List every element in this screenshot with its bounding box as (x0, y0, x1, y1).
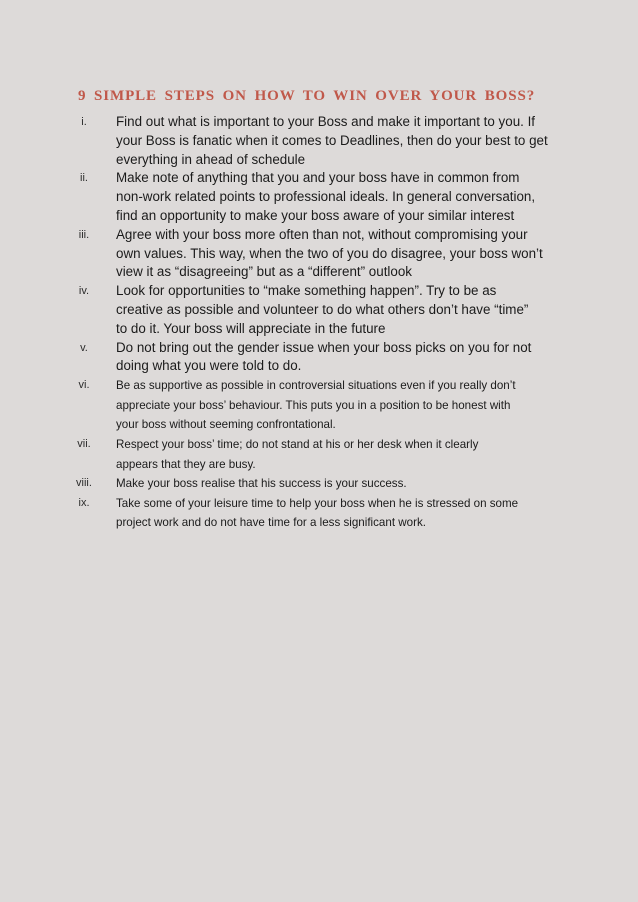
item-line: find an opportunity to make your boss aware of your similar interest (116, 207, 515, 223)
item-number: iii. (78, 228, 90, 241)
item-text (116, 226, 570, 282)
item-text (116, 282, 570, 338)
item-line: Be as supportive as possible in controversial situations even if you really don’t (116, 379, 516, 393)
item-line: project work and do not have time for a less significant work. (116, 516, 426, 530)
item-line: everything in ahead of schedule (116, 151, 306, 167)
item-line: own values. This way, when the two of you do disagree, your boss won’t (116, 245, 543, 261)
item-text (116, 113, 570, 169)
item-number: i. (81, 116, 87, 128)
item-number: v. (80, 341, 88, 354)
item-number: vi. (78, 379, 90, 392)
item-text (116, 435, 570, 474)
list-item (70, 226, 570, 282)
item-line: appreciate your boss’ behaviour. This puts you in a position to be honest with (116, 398, 511, 412)
item-number: ii. (80, 172, 88, 185)
list-item (70, 169, 570, 225)
steps-list (70, 113, 570, 533)
item-line: Find out what is important to your Boss and make it important to you. If (116, 114, 536, 129)
item-number: iv. (78, 285, 90, 298)
item-line: Make note of anything that you and your boss have in common from (116, 170, 520, 186)
item-line: appears that they are busy. (116, 457, 256, 471)
item-text (116, 474, 570, 494)
item-line: view it as “disagreeing” but as a “different” outlook (116, 264, 412, 280)
list-item (70, 435, 570, 474)
item-text (116, 376, 570, 435)
item-line: to do it. Your boss will appreciate in the future (116, 320, 386, 336)
item-number: viii. (76, 477, 92, 490)
item-line: Look for opportunities to “make something happen”. Try to be as (116, 283, 497, 299)
item-line: Agree with your boss more often than not, without compromising your (116, 226, 528, 242)
item-line: non-work related points to professional ideals. In general conversation, (116, 189, 536, 205)
item-line: doing what you were told to do. (116, 358, 302, 374)
list-item (70, 282, 570, 338)
list-item (70, 494, 570, 533)
item-text (116, 339, 570, 377)
item-text (116, 169, 570, 225)
list-item (70, 376, 570, 435)
item-number: vii. (77, 437, 91, 450)
list-item (70, 474, 570, 494)
list-item (70, 113, 570, 169)
list-item (70, 339, 570, 377)
item-line: your boss without seeming confrontational. (116, 418, 336, 432)
item-line: your Boss is fanatic when it comes to Deadlines, then do your best to get (116, 132, 548, 148)
item-line: creative as possible and volunteer to do what others don’t have “time” (116, 301, 529, 317)
item-line: Do not bring out the gender issue when your boss picks on you for not (116, 339, 532, 355)
item-line: Respect your boss’ time; do not stand at his or her desk when it clearly (116, 437, 479, 451)
item-line: Take some of your leisure time to help your boss when he is stressed on some (116, 496, 519, 510)
item-number: ix. (78, 496, 90, 509)
document-title: 9 SIMPLE STEPS ON HOW TO WIN OVER YOUR BOSS? (78, 88, 536, 104)
item-text (116, 494, 570, 533)
item-line: Make your boss realise that his success is your success. (116, 477, 407, 491)
